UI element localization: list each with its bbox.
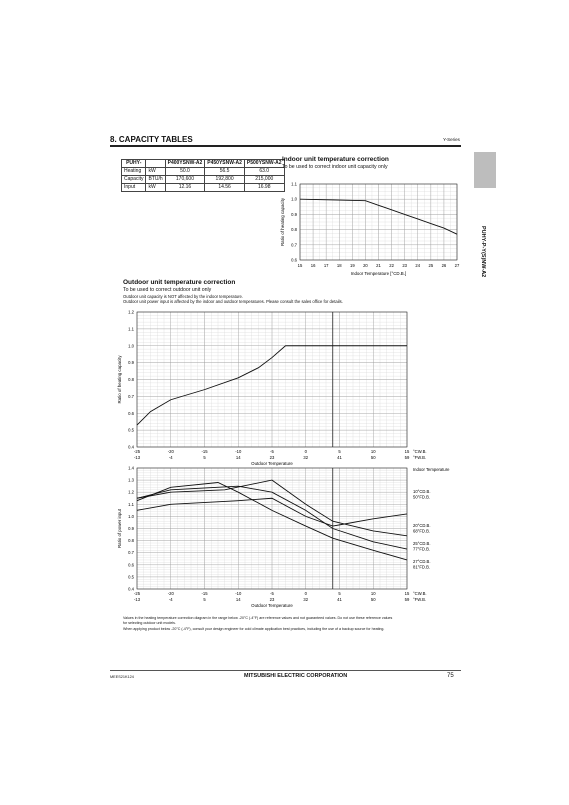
table-header-cell: P500YSNW-A2 [244, 160, 284, 168]
table-header-cell: P450YSNW-A2 [205, 160, 245, 168]
table-cell: 192,800 [205, 176, 245, 184]
x-tick-label: 22 [389, 263, 394, 268]
table-cell: 170,600 [165, 176, 205, 184]
table-row [122, 168, 285, 176]
x-tick-label: -15 [201, 449, 208, 454]
table-header-cell [146, 160, 165, 168]
x-tick-label-f: 59 [404, 455, 410, 460]
y-tick-label: 0.9 [128, 360, 134, 366]
x-tick-label-f: -4 [168, 455, 173, 460]
outdoor-capacity-chart [112, 306, 468, 468]
y-tick-label: 1.0 [128, 513, 134, 519]
legend-label: 10°CD.B. [413, 489, 431, 494]
y-tick-label: 0.9 [291, 211, 297, 217]
page-number: 75 [447, 673, 454, 679]
y-tick-label: 0.6 [128, 410, 134, 416]
y-tick-label: 0.4 [128, 444, 134, 450]
x-tick-label-f: 32 [303, 455, 309, 460]
y-tick-label: 1.2 [128, 489, 134, 495]
x-tick-label: 21 [376, 263, 381, 268]
table-cell: 56.5 [205, 168, 245, 176]
x-tick-label: 10 [370, 591, 376, 596]
x-tick-label: 27 [454, 263, 460, 268]
x-tick-label: 15 [404, 449, 410, 454]
x-unit-f: °FW.B. [413, 455, 427, 460]
side-tab [474, 152, 496, 188]
y-tick-label: 0.7 [291, 242, 297, 248]
legend-label: 77°FD.B. [413, 546, 431, 552]
legend-label: 25°CD.B. [413, 541, 431, 546]
x-tick-label-f: 23 [269, 455, 275, 460]
x-tick-label-f: 14 [235, 455, 241, 460]
x-tick-label: 16 [310, 263, 316, 268]
series-label: Y-Series [443, 137, 460, 142]
y-tick-label: 1.1 [291, 181, 297, 187]
x-tick-label: -10 [235, 449, 242, 454]
x-tick-label-f: 32 [303, 597, 309, 602]
y-tick-label: 0.7 [128, 393, 134, 399]
y-tick-label: 0.8 [128, 538, 134, 544]
table-cell: Input [122, 184, 146, 192]
x-tick-label: -20 [167, 591, 174, 596]
y-axis-label: Ratio of heating capacity [117, 355, 122, 404]
x-unit-c: °CW.B. [413, 591, 427, 596]
x-tick-label-f: -13 [133, 455, 141, 460]
x-tick-label: 5 [338, 591, 341, 596]
x-tick-label: -10 [235, 591, 242, 596]
indoor-title: Indoor unit temperature correction [282, 156, 389, 163]
section-title: 8. CAPACITY TABLES [110, 135, 193, 144]
table-row [122, 176, 285, 184]
capacity-table [121, 159, 285, 192]
footer-rule [110, 670, 461, 671]
y-tick-label: 1.1 [128, 501, 134, 507]
table-header-cell: PUHY- [122, 160, 146, 168]
x-unit-c: °CW.B. [413, 449, 427, 454]
y-axis-label: Ratio of power input [117, 508, 122, 549]
x-tick-label-f: 14 [235, 597, 241, 602]
table-cell: kW [146, 168, 165, 176]
outdoor-note-2: Outdoor unit power input is affected by the indoor and outdoor temperatures. Please consult the sales office for details. [123, 299, 343, 304]
x-tick-label: -15 [201, 591, 208, 596]
doc-code: MEES21K124 [110, 675, 134, 679]
legend-label: 27°CD.B. [413, 559, 431, 564]
table-cell: 12.16 [165, 184, 205, 192]
y-tick-label: 0.8 [128, 377, 134, 382]
x-tick-label: 15 [404, 591, 410, 596]
legend-label: 20°CD.B. [413, 523, 431, 528]
indoor-chart [270, 172, 470, 284]
table-cell: 14.56 [205, 184, 245, 192]
x-tick-label: 19 [349, 263, 355, 268]
y-tick-label: 0.6 [291, 257, 297, 263]
x-tick-label-f: 41 [337, 455, 342, 460]
company-name: MITSUBISHI ELECTRIC CORPORATION [244, 673, 348, 679]
x-axis-label: Indoor Temperature [°CD.B.] [350, 271, 407, 276]
x-axis-label: Outdoor Temperature [251, 603, 293, 608]
x-tick-label: 17 [323, 263, 329, 268]
x-tick-label-f: 50 [370, 597, 376, 602]
footnote-2: for selecting outdoor unit models. [123, 621, 176, 625]
x-tick-label-f: 41 [337, 597, 342, 602]
table-cell: 16.98 [244, 184, 284, 192]
x-tick-label: 15 [297, 263, 303, 268]
x-tick-label: 18 [336, 263, 342, 268]
y-tick-label: 1.3 [128, 477, 134, 483]
x-unit-f: °FW.B. [413, 597, 427, 602]
table-cell: Capacity [122, 176, 146, 184]
footnote-3: When applying product below -20°C (-4°F), consult your design engineer for cold climate application best practices, including the use of a backup source for heating. [123, 627, 385, 631]
x-tick-label: -5 [270, 591, 274, 596]
legend-label: 68°FD.B. [413, 528, 431, 534]
x-tick-label: 0 [304, 449, 307, 454]
table-cell: kW [146, 184, 165, 192]
x-tick-label: 5 [338, 449, 341, 454]
y-tick-label: 0.9 [128, 526, 134, 531]
legend-label: 50°FD.B. [413, 494, 431, 500]
footnote-1: Values in the heating temperature correction diagram in the range below -20°C (-4°F) are reference values and not guaranteed values. Do not use these reference values [123, 616, 393, 620]
table-header-row [122, 160, 285, 168]
x-tick-label: -25 [133, 591, 141, 596]
table-row [122, 184, 285, 192]
legend-label: 81°FD.B. [413, 564, 431, 570]
x-tick-label-f: 5 [203, 597, 206, 602]
outdoor-title: Outdoor unit temperature correction [123, 279, 236, 286]
outdoor-subtitle: To be used to correct outdoor unit only [123, 287, 212, 293]
table-cell: BTU/h [146, 176, 165, 184]
y-tick-label: 0.6 [128, 562, 134, 568]
x-tick-label: 20 [363, 263, 368, 268]
x-tick-label: -25 [133, 449, 141, 454]
x-tick-label-f: -13 [133, 597, 141, 602]
x-tick-label-f: 5 [203, 455, 206, 460]
x-tick-label: 25 [428, 263, 434, 268]
x-tick-label-f: 59 [404, 597, 410, 602]
y-tick-label: 1.0 [128, 343, 134, 349]
x-tick-label-f: 50 [370, 455, 376, 460]
y-tick-label: 1.2 [128, 309, 134, 315]
y-tick-label: 0.7 [128, 550, 134, 556]
x-tick-label: 10 [370, 449, 376, 454]
x-tick-label-f: 23 [269, 597, 275, 602]
x-tick-label: -20 [167, 449, 174, 454]
header-rule [110, 145, 461, 147]
x-tick-label: 24 [415, 263, 421, 268]
x-axis-label: Outdoor Temperature [251, 461, 293, 466]
indoor-subtitle: To be used to correct indoor unit capacity only [282, 164, 388, 170]
y-tick-label: 0.8 [291, 227, 297, 233]
x-tick-label: 26 [441, 263, 447, 268]
y-tick-label: 0.5 [128, 427, 134, 433]
table-header-cell: P400YSNW-A2 [165, 160, 205, 168]
y-axis-label: Ratio of heating capacity [280, 197, 285, 247]
side-tab-label: PUHY-P-Y(S)NW-A2 [480, 226, 486, 278]
y-tick-label: 1.1 [128, 326, 134, 332]
table-cell: 50.0 [165, 168, 205, 176]
outdoor-power-chart [112, 462, 468, 614]
x-tick-label: 23 [402, 263, 408, 268]
x-tick-label-f: -4 [168, 597, 173, 602]
outdoor-note-1: Outdoor unit capacity is NOT affected by the indoor temperature. [123, 294, 243, 299]
x-tick-label: 0 [304, 591, 307, 596]
y-tick-label: 1.0 [291, 196, 297, 202]
y-tick-label: 1.4 [128, 465, 134, 471]
legend-title: Indoor Temperature [413, 467, 450, 472]
table-cell: 215,000 [244, 176, 284, 184]
x-tick-label: -5 [270, 449, 274, 454]
table-cell: 63.0 [244, 168, 284, 176]
y-tick-label: 0.5 [128, 574, 134, 580]
y-tick-label: 0.4 [128, 586, 134, 592]
table-cell: Heating [122, 168, 146, 176]
